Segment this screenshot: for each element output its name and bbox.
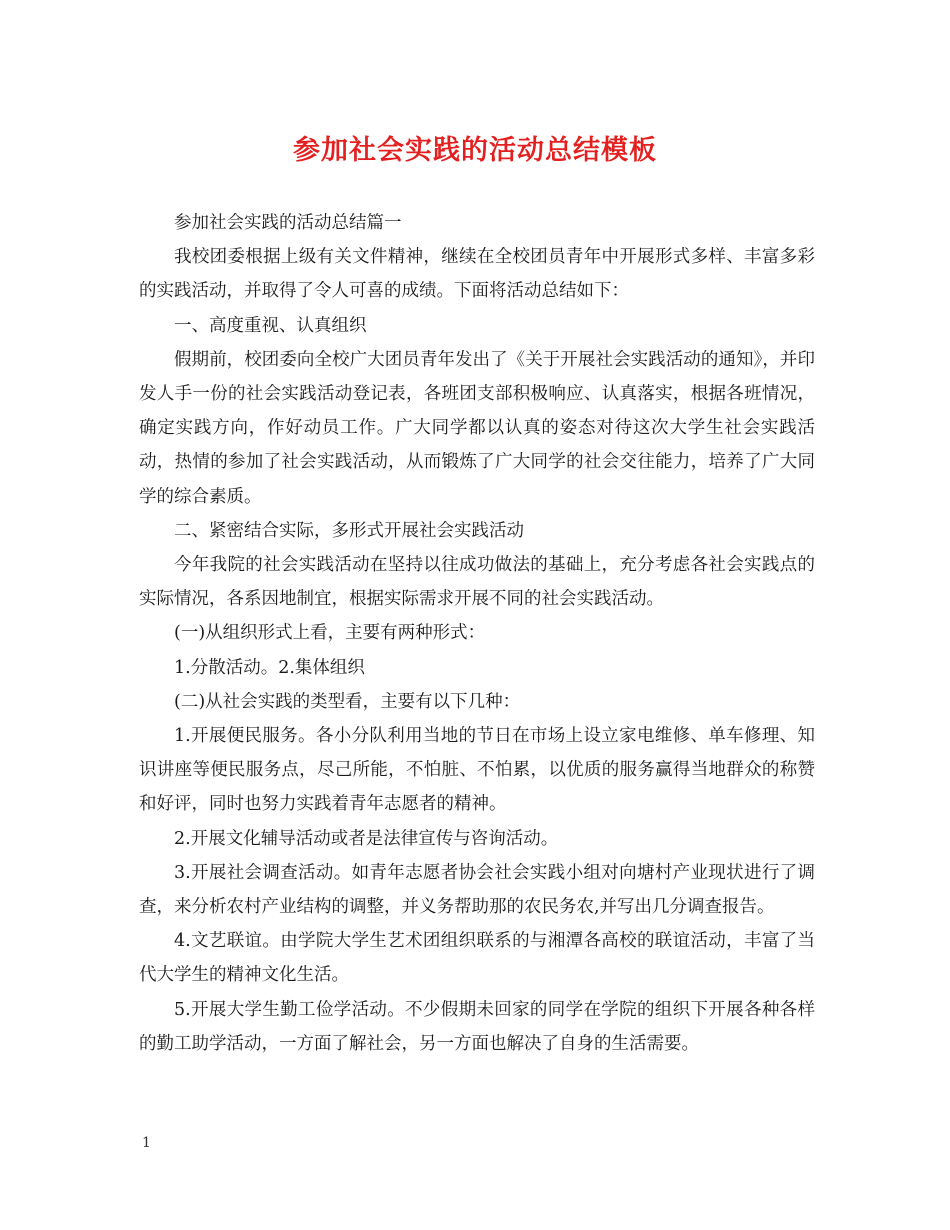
subsection-heading: (二)从社会实践的类型看，主要有以下几种： xyxy=(174,691,521,712)
section-heading: 一、高度重视、认真组织 xyxy=(174,315,367,336)
document-body xyxy=(139,206,815,1061)
list-item: 3.开展社会调查活动。如青年志愿者协会社会实践小组对向塘村产业现状进行了调查，来分析农村产业结构的调整，并义务帮助那的农民务农,并写出几分调查报告。 xyxy=(139,862,815,918)
list-item: 2.开展文化辅导活动或者是法律宣传与咨询活动。 xyxy=(174,828,559,849)
document-title: 参加社会实践的活动总结模板 xyxy=(293,135,657,166)
paragraph: 假期前，校团委向全校广大团员青年发出了《关于开展社会实践活动的通知》，并印发人手一份的社会实践活动登记表，各班团支部积极响应、认真落实，根据各班情况，确定实践方向，作好动员工作。广大同学都以认真的姿态对待这次大学生社会实践活动，热情的参加了社会实践活动，从而锻炼了广大同学的社会交往能力，培养了广大同学的综合素质。 xyxy=(139,349,815,507)
page-number: 1 xyxy=(142,1135,151,1151)
list-item: 1.开展便民服务。各小分队利用当地的节日在市场上设立家电维修、单车修理、知识讲座等便民服务点，尽己所能，不怕脏、不怕累，以优质的服务赢得当地群众的称赞和好评，同时也努力实践着青年志愿者的精神。 xyxy=(139,726,815,815)
paragraph: 我校团委根据上级有关文件精神，继续在全校团员青年中开展形式多样、丰富多彩的实践活动，并取得了令人可喜的成绩。下面将活动总结如下： xyxy=(139,247,815,302)
subsection-heading: (一)从组织形式上看，主要有两种形式： xyxy=(174,623,486,644)
paragraph: 参加社会实践的活动总结篇一 xyxy=(174,213,402,233)
list-item: 5.开展大学生勤工俭学活动。不少假期未回家的同学在学院的组织下开展各种各样的勤工助学活动，一方面了解社会，另一方面也解决了自身的生活需要。 xyxy=(139,999,815,1054)
list-item: 4.文艺联谊。由学院大学生艺术团组织联系的与湘潭各高校的联谊活动，丰富了当代大学生的精神文化生活。 xyxy=(139,931,815,986)
paragraph: 1.分散活动。2.集体组织 xyxy=(174,657,365,678)
paragraph: 今年我院的社会实践活动在坚持以往成功做法的基础上，充分考虑各社会实践点的实际情况，各系因地制宜，根据实际需求开展不同的社会实践活动。 xyxy=(139,555,815,610)
section-heading: 二、紧密结合实际，多形式开展社会实践活动 xyxy=(174,520,524,541)
